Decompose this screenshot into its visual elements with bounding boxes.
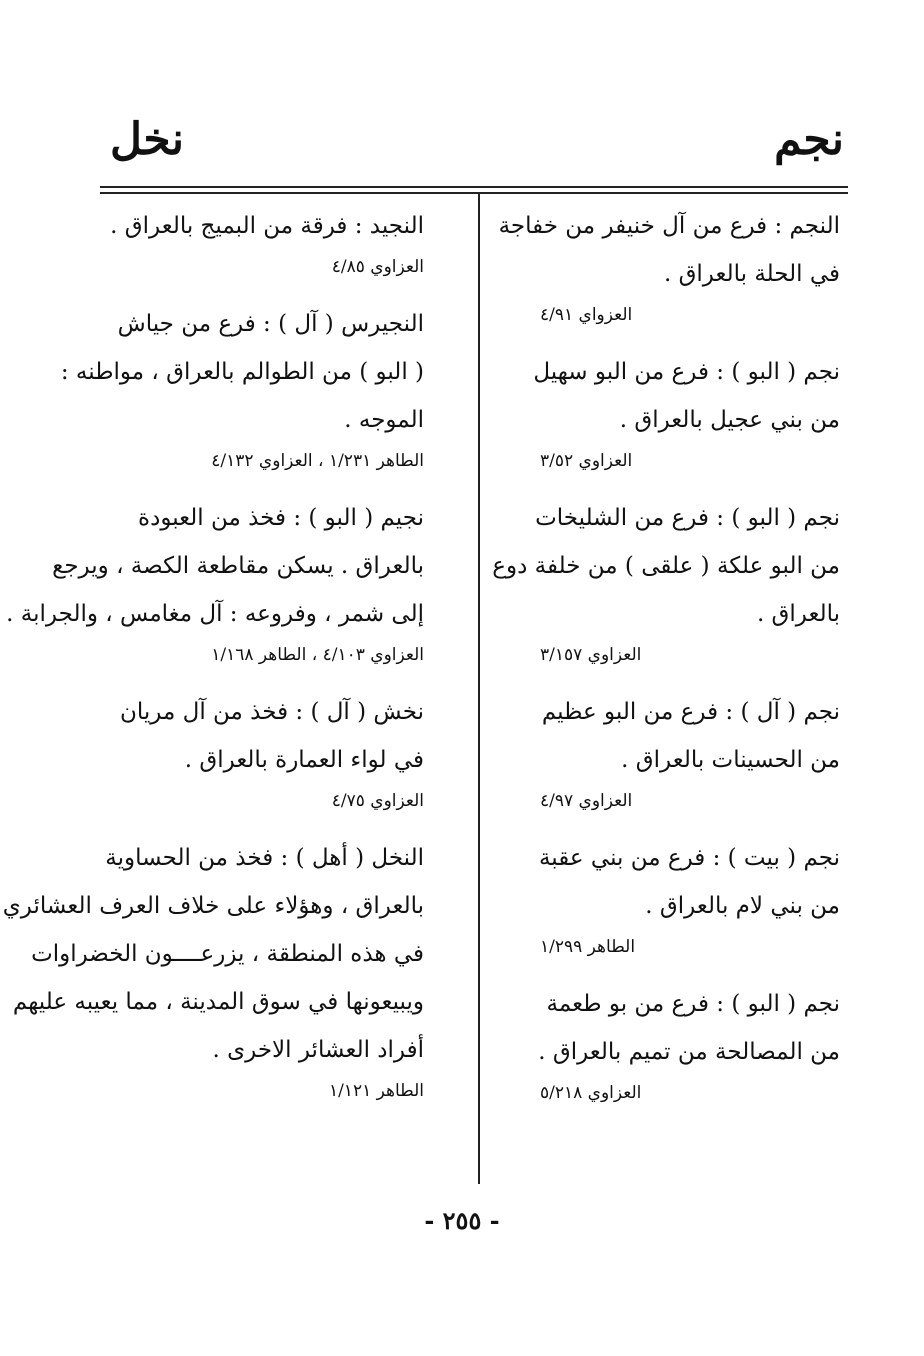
header-rule [100, 192, 848, 194]
entry-headline: نجم ( البو ) : فرع من الشليخات [535, 505, 840, 531]
entry-text-line: ( البو ) من الطوالم بالعراق ، مواطنه : [60, 359, 424, 385]
dictionary-entry [2, 834, 424, 1110]
entry-text-line: من البو علكة ( علقى ) من خلفة دوع [492, 553, 840, 579]
entry-text-line: في لواء العمارة بالعراق . [184, 747, 424, 773]
entry-headline: النجم : فرع من آل خنيفر من خفاجة [498, 213, 840, 239]
entry-source-reference: العزاوي ٤/٩٧ [540, 791, 633, 811]
header-left-word: نخل [110, 114, 184, 165]
entry-text-line: من بني عجيل بالعراق . [619, 407, 840, 433]
entry-text-line: بالعراق . يسكن مقاطعة الكصة ، ويرجع [52, 553, 424, 579]
column-divider [478, 194, 480, 1184]
dictionary-entry [492, 494, 840, 674]
page-number: - ٢٥٥ - [424, 1206, 500, 1235]
entry-headline: نجم ( البو ) : فرع من البو سهيل [533, 359, 840, 385]
entry-text-line: الموجه . [344, 407, 424, 433]
right-column [492, 202, 840, 1126]
dictionary-entry [500, 834, 840, 966]
entry-headline: نجم ( البو ) : فرع من بو طعمة [546, 991, 840, 1017]
entry-text-line: ويبيعونها في سوق المدينة ، مما يعيبه عليهم [12, 989, 424, 1015]
dictionary-entry [500, 348, 840, 480]
entry-source-reference: العزاوي ٣/١٥٧ [540, 645, 642, 665]
entry-text-line: من بني لام بالعراق . [645, 893, 840, 919]
entry-source-reference: الطاهر ١/١٢١ [328, 1081, 424, 1101]
entry-headline: النجيد : فرقة من البميج بالعراق . [110, 213, 424, 239]
entry-source-reference: العزاوي ٤/١٠٣ ، الطاهر ١/١٦٨ [211, 645, 424, 665]
entry-text-line: بالعراق . [756, 601, 840, 627]
entry-headline: النخل ( أهل ) : فخذ من الحساوية [105, 845, 424, 871]
left-column [2, 202, 424, 1124]
entry-text-line: إلى شمر ، وفروعه : آل مغامس ، والجرابة . [6, 601, 424, 627]
dictionary-entry [60, 300, 424, 480]
dictionary-entry [500, 688, 840, 820]
dictionary-entry [6, 494, 424, 674]
entry-text-line: في الحلة بالعراق . [663, 261, 840, 287]
entry-headline: نجم ( بيت ) : فرع من بني عقبة [538, 845, 840, 871]
entry-headline: نخش ( آل ) : فخذ من آل مريان [119, 699, 424, 725]
header-rule [100, 186, 848, 188]
entry-text-line: في هذه المنطقة ، يزرعــــون الخضراوات [31, 941, 424, 967]
entry-text-line: أفراد العشائر الاخرى . [212, 1037, 424, 1063]
entry-headline: نجم ( آل ) : فرع من البو عظيم [541, 699, 840, 725]
dictionary-entry [500, 980, 840, 1112]
entry-source-reference: العزاوي ٤/٧٥ [331, 791, 424, 811]
dictionary-entry [500, 202, 840, 334]
dictionary-entry [84, 202, 424, 286]
entry-source-reference: الطاهر ١/٢٩٩ [540, 937, 636, 957]
entry-headline: نجيم ( البو ) : فخذ من العبودة [138, 505, 424, 531]
entry-source-reference: العزاوي ٥/٢١٨ [540, 1083, 642, 1103]
dictionary-entry [84, 688, 424, 820]
entry-source-reference: العزواي ٤/٩١ [540, 305, 633, 325]
entry-headline: النجيرس ( آل ) : فرع من جياش [117, 311, 424, 337]
entry-text-line: من الحسينات بالعراق . [621, 747, 840, 773]
header-right-word: نجم [774, 114, 844, 165]
entry-source-reference: العزاوي ٣/٥٢ [540, 451, 633, 471]
entry-source-reference: الطاهر ١/٢٣١ ، العزاوي ٤/١٣٢ [211, 451, 424, 471]
entry-text-line: من المصالحة من تميم بالعراق . [538, 1039, 840, 1065]
entry-source-reference: العزاوي ٤/٨٥ [331, 257, 424, 277]
entry-text-line: بالعراق ، وهؤلاء على خلاف العرف العشائري [2, 893, 424, 919]
